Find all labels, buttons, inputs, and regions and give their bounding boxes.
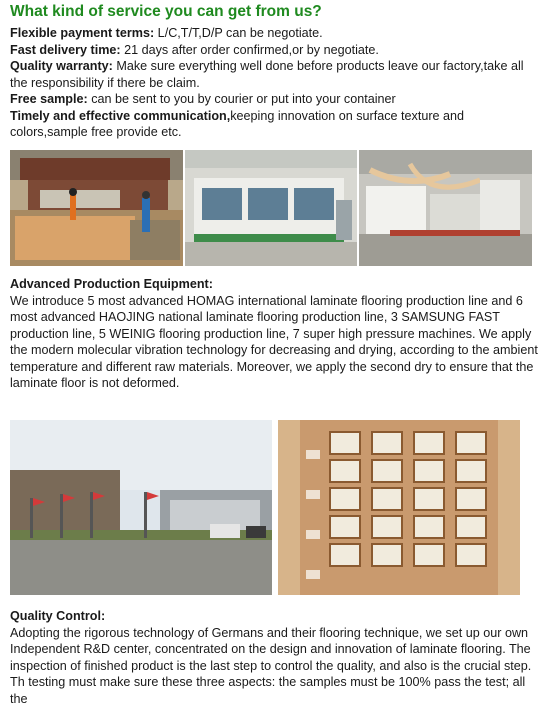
service-terms <box>10 25 540 141</box>
production-equipment-body: We introduce 5 most advanced HOMAG international laminate flooring production line and 6 most advanced HAOJING national laminate flooring production line, 3 SAMSUNG FAST production line, 5 WEINIG flooring production line, 7 super high pressure machines. We apply the modern molecular vibration technology for decreasing and drying, according to the ambient temperature and different raw materials. Moreover, we apply the second dry to ensure that the laminate floor is not deformed. <box>10 293 538 390</box>
quality-warranty-line <box>10 58 540 91</box>
payment-terms-line <box>10 25 540 42</box>
production-equipment-title: Advanced Production Equipment: <box>10 277 213 291</box>
communication-label: Timely and effective communication, <box>10 108 231 123</box>
communication-text: keeping innovation on surface texture and colors,sample free provide etc. <box>10 108 465 139</box>
quality-control-body: Adopting the rigorous technology of Germans and their flooring technique, we set up our own Independent R&D center, concentrated on the design and innovation of laminate flooring. The inspection of finished product is the last step to control the quality, and also is the crucial step. Th testing must make sure these three aspects: the samples must be 100% pass the test; all the <box>10 625 532 706</box>
page-heading: What kind of service you can get from us? <box>10 3 322 20</box>
factory-exterior-and-certificates-photos <box>10 420 520 595</box>
quality-warranty-label: Quality warranty: <box>10 59 113 73</box>
production-equipment-section <box>10 276 540 392</box>
free-sample-label: Free sample: <box>10 92 88 106</box>
quality-control-section <box>10 608 540 707</box>
delivery-text: 21 days after order confirmed,or by negotiate. <box>120 42 379 57</box>
communication-line <box>10 108 540 141</box>
payment-terms-text: L/C,T/T,D/P can be negotiate. <box>154 26 323 40</box>
delivery-label: Fast delivery time: <box>10 42 121 57</box>
free-sample-line <box>10 91 540 108</box>
quality-warranty-text: Make sure everything well done before products leave our factory,take all the responsibility if there be claim. <box>10 59 524 90</box>
delivery-line <box>10 42 540 59</box>
factory-production-photos <box>10 150 532 266</box>
payment-terms-label: Flexible payment terms: <box>10 26 155 40</box>
free-sample-text: can be sent to you by courier or put into your container <box>87 92 396 106</box>
quality-control-title: Quality Control: <box>10 609 106 623</box>
